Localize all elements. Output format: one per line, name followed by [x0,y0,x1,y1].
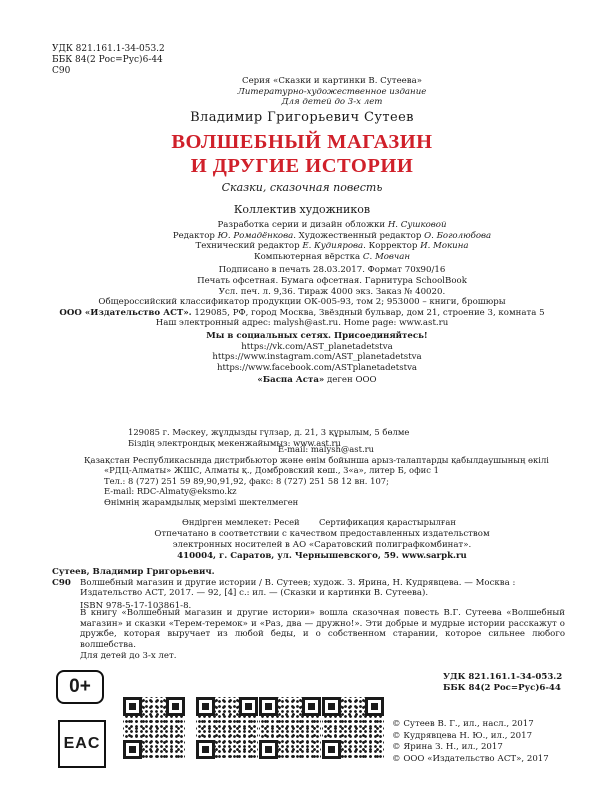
biblio-row [52,578,562,612]
kz-address: 129085 г. Мәскеу, жұлдызды гүлзар, д. 21, 3 құрылым, 5 бөлме [128,427,410,437]
imprint-classifier: Общероссийский классификатор продукции ОК-005-93, том 2; 953000 – книги, брошюры [98,297,506,308]
illustrators-collective: Коллектив художников [233,203,371,216]
biblio-isbn: ISBN 978-5-17-103861-8. [80,600,192,611]
imprint-sheets: Усл. печ. л. 9,36. Тираж 4000 экз. Заказ № 40020. [218,286,446,297]
social-instagram-link[interactable]: https://www.instagram.com/AST_planetadetstva [212,352,422,363]
series-info [0,76,604,108]
kz-web: Біздің электрондық мекенжайымыз: www.ast.ru [128,437,341,448]
printing-line-3: 410004, г. Саратов, ул. Чернышевского, 59. www.sarpk.ru [177,551,467,561]
copyright-4: © ООО «Издательство АСТ», 2017 [392,753,549,764]
kz-distributor-block [84,444,549,508]
social-heading: Мы в социальных сетях. Присоединяйтесь! [206,330,428,341]
udk-code: УДК 821.161.1-34-053.2 [52,44,165,54]
series-name: Серия «Сказки и картинки В. Сутеева» [242,76,422,86]
biblio-heading: Сутеев, Владимир Григорьевич. [52,567,215,577]
qr-code-icon[interactable] [259,697,321,759]
imprint-signed: Подписано в печать 28.03.2017. Формат 70х90/16 [218,265,446,276]
biblio-line-1: Волшебный магазин и другие истории / В. Сутеев; худож. З. Ярина, Н. Кудрявцева. — Москва : [80,577,516,588]
book-author: Владимир Григорьевич Сутеев [190,110,414,125]
kz-expiry: Өнімнің жарамдылық мерзімі шектелмеген [104,496,299,507]
classification-codes-bottom [443,672,562,694]
age-restriction-text: Для детей до 3-х лет. [80,651,177,661]
printing-line-2: электронных носителей в АО «Саратовский полиграфкомбинат». [172,540,472,550]
imprint-print: Печать офсетная. Бумага офсетная. Гарнитура SchoolBook [197,275,467,286]
credit-series-design: Разработка серии и дизайн обложки Н. Сушковой [217,220,447,230]
printing-line-1: Отпечатано в соответствии с качеством предоставленных издательством [154,529,490,539]
annotation: В книгу «Волшебный магазин и другие истории» вошла сказочная повесть В.Г. Сутеева «Волшебный магазин» и сказки «Терем-теремок» и «Раз, два — дружно!». Эти добрые и мудрые истории расскажут о дружбе, которая выручает из любой беды, и о собственном старании, которое сильнее любого волшебства. [80,608,565,650]
production-country: Өндірген мемлекет: Ресей [182,517,300,527]
author-mark: С90 [52,66,71,76]
qr-code-icon[interactable] [322,697,384,759]
edition-type: Литературно-художественное издание [237,86,427,97]
kz-publisher-name: «Баспа Аста» деген ООО [257,375,377,386]
kz-distributor-email: E-mail: RDC-Almaty@eksmo.kz [104,486,237,497]
biblio-description [76,578,515,612]
kz-email: E-mail: malysh@ast.ru [278,444,375,454]
copyright-block [392,719,549,765]
credit-editors: Редактор Ю. Ромадёнкова. Художественный редактор О. Боголюбова [172,230,492,241]
biblio-line-2: Издательство АСТ, 2017. — 92, [4] с.: ил. — (Сказки и картинки В. Сутеева). [80,588,429,599]
book-title [0,130,604,178]
age-note: Для детей до 3-х лет [281,97,383,108]
kz-distributor: Қазақстан Республикасында дистрибьютор және өнім бойынша арыз-талаптарды қабылдаушының өкілі [84,454,549,465]
bbk-code-bottom: ББК 84(2 Рос=Рус)6-44 [443,683,561,693]
publisher-email: Наш электронный адрес: malysh@ast.ru. Home page: www.ast.ru [155,318,449,329]
publisher-address: ООО «Издательство АСТ». 129085, РФ, город Москва, Звёздный бульвар, дом 21, строение 3, комната 5 [59,307,545,318]
kz-distributor-address: «РДЦ-Алматы» ЖШС, Алматы қ., Домбровский көш., 3«а», литер Б, офис 1 [104,465,439,476]
qr-code-icon[interactable] [123,697,185,759]
kz-phone: Тел.: 8 (727) 251 59 89,90,91,92, факс: 8 (727) 251 58 12 вн. 107; [104,475,389,486]
copyright-1: © Сутеев В. Г., ил., насл., 2017 [392,719,534,729]
social-facebook-link[interactable]: https://www.facebook.com/ASTplanetadetstva [216,362,418,373]
social-vk-link[interactable]: https://vk.com/AST_planetadetstva [241,341,393,352]
printing-info [0,529,604,562]
bbk-code: ББК 84(2 Рос=Рус)6-44 [52,55,163,65]
certification: Сертификация қарастырылған [318,517,456,527]
title-line-2: И ДРУГИЕ ИСТОРИИ [190,155,414,177]
qr-code-icon[interactable] [196,697,258,759]
classification-codes [52,44,165,77]
biblio-mark: С90 [52,577,71,588]
credit-technical: Технический редактор Е. Кудиярова. Корректор И. Мокина [195,241,469,252]
credits-block [0,220,604,386]
credit-layout: Компьютерная вёрстка С. Мовчан [253,251,411,262]
copyright-2: © Кудрявцева Н. Ю., ил., 2017 [392,730,533,741]
book-subtitle: Сказки, сказочная повесть [221,181,383,194]
production-line [182,517,456,527]
udk-code-bottom: УДК 821.161.1-34-053.2 [443,672,563,682]
eac-mark-icon: EAC [58,720,106,768]
title-line-1: ВОЛШЕБНЫЙ МАГАЗИН [171,131,433,153]
copyright-3: © Ярина З. Н., ил., 2017 [392,742,503,753]
bibliographic-record [52,567,562,611]
age-rating-badge: 0+ [56,670,104,704]
